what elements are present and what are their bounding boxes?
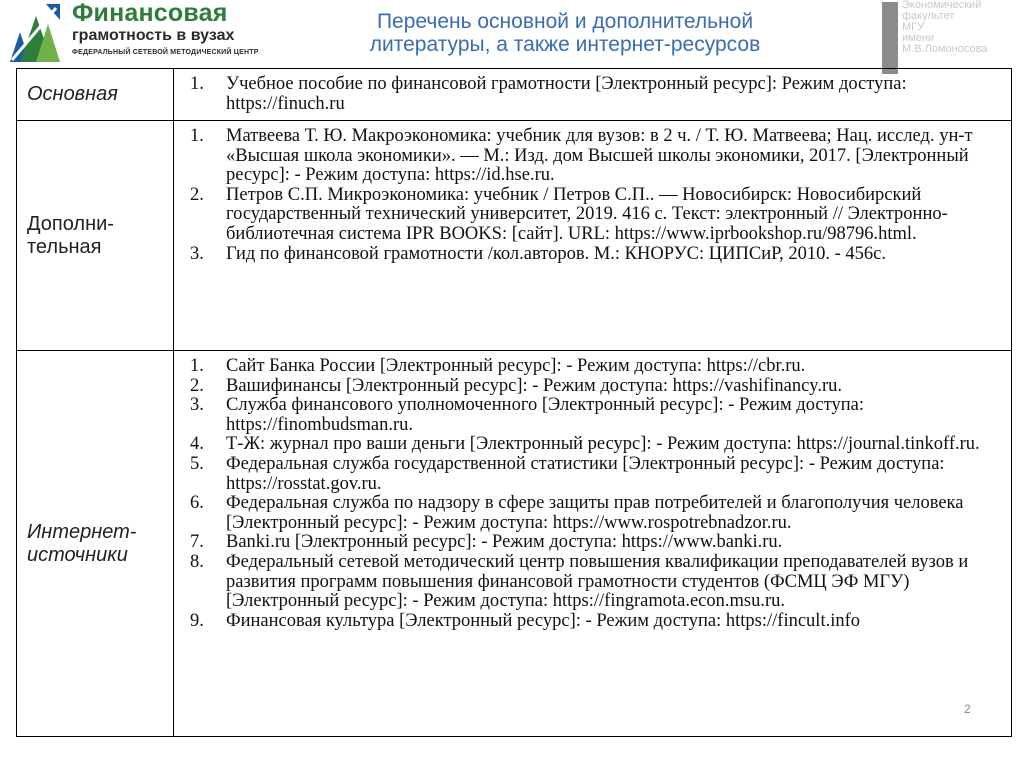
table-row — [17, 69, 1012, 121]
list-cell — [174, 351, 1012, 737]
faculty-badge — [882, 0, 1024, 76]
list-item: 8. Федеральный сетевой методический центр повышения квалификации преподавателей вузов и развития программ повышения финансовой грамотности студентов (ФСМЦ ЭФ МГУ) [Электронный ресурс]: - Режим доступа: https://fingramota.econ.msu.ru. — [190, 551, 969, 612]
list-item: 3. Гид по финансовой грамотности /кол.авторов. М.: КНОРУС: ЦИПСиР, 2010. - 456с. — [190, 243, 886, 264]
table-row — [17, 121, 1012, 351]
faculty-line: имени — [902, 32, 935, 44]
faculty-line: МГУ — [902, 21, 925, 33]
list-item: 1. Сайт Банка России [Электронный ресурс]: - Режим доступа: https://cbr.ru. — [190, 356, 806, 376]
list-item: 9. Финансовая культура [Электронный ресурс]: - Режим доступа: https://fincult.info — [190, 610, 861, 631]
list-item: 2. Петров С.П. Микроэкономика: учебник / Петров С.П.. — Новосибирск: Новосибирский государственный технический университет, 2019. 416 c. Текст: электронный // Электронно-библиотечная система IPR BOOKS: [сайт]. URL: https://www.iprbookshop.ru/98796.html. — [190, 184, 948, 244]
faculty-line: М.В.Ломоносова — [902, 43, 988, 55]
list-cell — [174, 121, 1012, 351]
list-item: 6. Федеральная служба по надзору в сфере защиты прав потребителей и благополучия человека [Электронный ресурс]: - Режим доступа: https://www.rospotrebnadzor.ru. — [190, 493, 964, 533]
main-list — [180, 75, 1005, 114]
list-item: 4. Т-Ж: журнал про ваши деньги [Электронный ресурс]: - Режим доступа: https://journal.tinkoff.ru. — [190, 434, 980, 455]
logo — [6, 0, 259, 66]
page-title-line2: литературы, а также интернет-ресурсов — [369, 33, 761, 56]
page-title — [290, 10, 840, 56]
faculty-text — [902, 0, 987, 55]
list-cell — [174, 69, 1012, 121]
list-item: 3. Служба финансового уполномоченного [Электронный ресурс]: - Режим доступа: https://finombudsman.ru. — [190, 395, 864, 435]
faculty-bar — [882, 2, 898, 74]
logo-caption: ФЕДЕРАЛЬНЫЙ СЕТЕВОЙ МЕТОДИЧЕСКИЙ ЦЕНТР — [72, 49, 259, 56]
literature-table — [16, 68, 1012, 737]
logo-mark-icon — [6, 2, 62, 64]
category-main: Основная — [17, 69, 174, 121]
page-number: 2 — [964, 702, 971, 716]
list-item: 1. Учебное пособие по финансовой грамотности [Электронный ресурс]: Режим доступа: https://finuch.ru — [190, 74, 907, 114]
list-item: 2. Вашифинансы [Электронный ресурс]: - Режим доступа: https://vashifinancy.ru. — [190, 375, 843, 396]
list-item: 7. Banki.ru [Электронный ресурс]: - Режим доступа: https://www.banki.ru. — [190, 532, 783, 553]
additional-list — [180, 127, 1005, 264]
internet-list — [180, 357, 1005, 631]
logo-title: Финансовая — [72, 0, 228, 27]
page-title-line1: Перечень основной и дополнительной — [376, 10, 754, 33]
faculty-line: факультет — [902, 10, 955, 22]
category-internet: Интернет- источники — [17, 351, 174, 737]
category-additional: Дополни- тельная — [17, 121, 174, 351]
table-row — [17, 351, 1012, 737]
list-item: 5. Федеральная служба государственной статистики [Электронный ресурс]: - Режим доступа: https://rosstat.gov.ru. — [190, 453, 945, 494]
logo-subtitle: грамотность в вузах — [72, 27, 235, 44]
list-item: 1. Матвеева Т. Ю. Макроэкономика: учебник для вузов: в 2 ч. / Т. Ю. Матвеева; Нац. исслед. ун-т «Высшая школа экономики». — М.: Изд. дом Высшей школы экономики, 2017. [Электронный ресурс]: - Режим доступа: https://id.hse.ru. — [190, 126, 973, 186]
faculty-line: Экономический — [902, 0, 982, 11]
